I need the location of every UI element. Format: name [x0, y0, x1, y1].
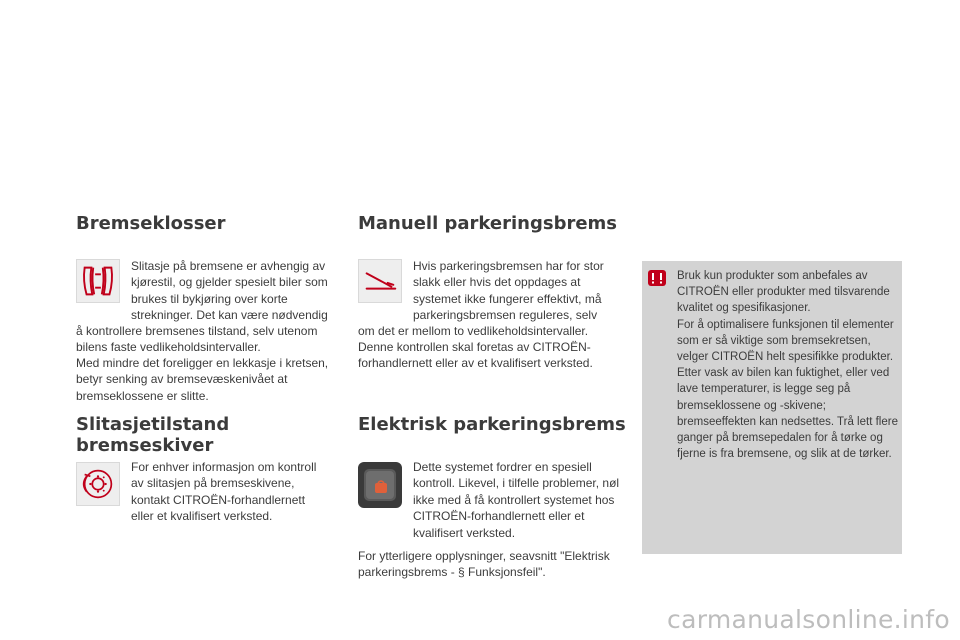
bremseklosser-continuation-text: å kontrollere bremsenes tilstand, selv utenom bilens faste vedlikeholdsintervaller.: [76, 324, 318, 355]
brake-pads-icon: [76, 259, 120, 303]
warning-text-1: Bruk kun produkter som anbefales av CITROËN eller produkter med tilsvarende kvalitet og spesifikasjoner.: [677, 270, 890, 315]
heading-slitasjetilstand-line1: Slitasjetilstand: [76, 414, 230, 435]
brake-disc-icon: [76, 462, 120, 506]
slitasjetilstand-indented-text: For enhver informasjon om kontroll av slitasjen på bremseskivene, kontakt CITROËN-forhandlernett eller et kvalifisert verksted.: [131, 460, 317, 524]
manuell-extra-text: Denne kontrollen skal foretas av CITROËN-forhandlernett eller av et kvalifisert verksted.: [358, 340, 593, 371]
manuell-indented-text: Hvis parkeringsbremsen har for stor slakk eller hvis det oppdages at systemet ikke fungerer effektivt, må parkeringsbremsen reguleres, selv: [413, 259, 604, 323]
warning-icon: [648, 270, 666, 286]
warning-text-2: For å optimalisere funksjonen til elementer som er så viktige som bremsekretsen, velger CITROËN helt spesifikke produkter.: [677, 318, 894, 364]
warning-text: [677, 268, 899, 462]
manuell-continuation-text: om det er mellom to vedlikeholdsintervaller.: [358, 324, 589, 338]
heading-elektrisk-parkeringsbrems: Elektrisk parkeringsbrems: [358, 414, 626, 435]
heading-slitasjetilstand-line2: bremseskiver: [76, 435, 214, 456]
heading-bremseklosser: Bremseklosser: [76, 213, 226, 234]
handbrake-lever-icon: [358, 259, 402, 303]
electric-parking-brake-switch-icon: [358, 462, 402, 508]
heading-manuell-parkeringsbrems: Manuell parkeringsbrems: [358, 213, 618, 234]
heading-slitasjetilstand: [76, 414, 229, 456]
warning-text-3: Etter vask av bilen kan fuktighet, eller ved lave temperaturer, is legge seg på bremseklossene og -skivene; bremseeffekten kan nedsettes. Trå lett flere ganger på bremsepedalen for å tørke og fjerne is fra bremsene, og slik at de tørker.: [677, 367, 898, 461]
elektrisk-indented-text: Dette systemet fordrer en spesiell kontroll. Likevel, i tilfelle problemer, nøl ikke med å få kontrollert systemet hos CITROËN-forhandlernett eller et kvalifisert verksted.: [413, 460, 620, 540]
watermark: carmanualsonline.info: [667, 605, 950, 634]
bremseklosser-indented-text: Slitasje på bremsene er avhengig av kjørestil, og gjelder spesielt biler som brukes til bykjøring over korte strekninger. Det kan være nødvendig: [131, 259, 328, 323]
elektrisk-footer-text: For ytterligere opplysninger, seavsnitt "Elektrisk parkeringsbrems - § Funksjonsfeil".: [358, 549, 610, 580]
bremseklosser-extra-text: Med mindre det foreligger en lekkasje i kretsen, betyr senking av bremsevæskenivået at bremseklossene er slitte.: [76, 356, 329, 403]
